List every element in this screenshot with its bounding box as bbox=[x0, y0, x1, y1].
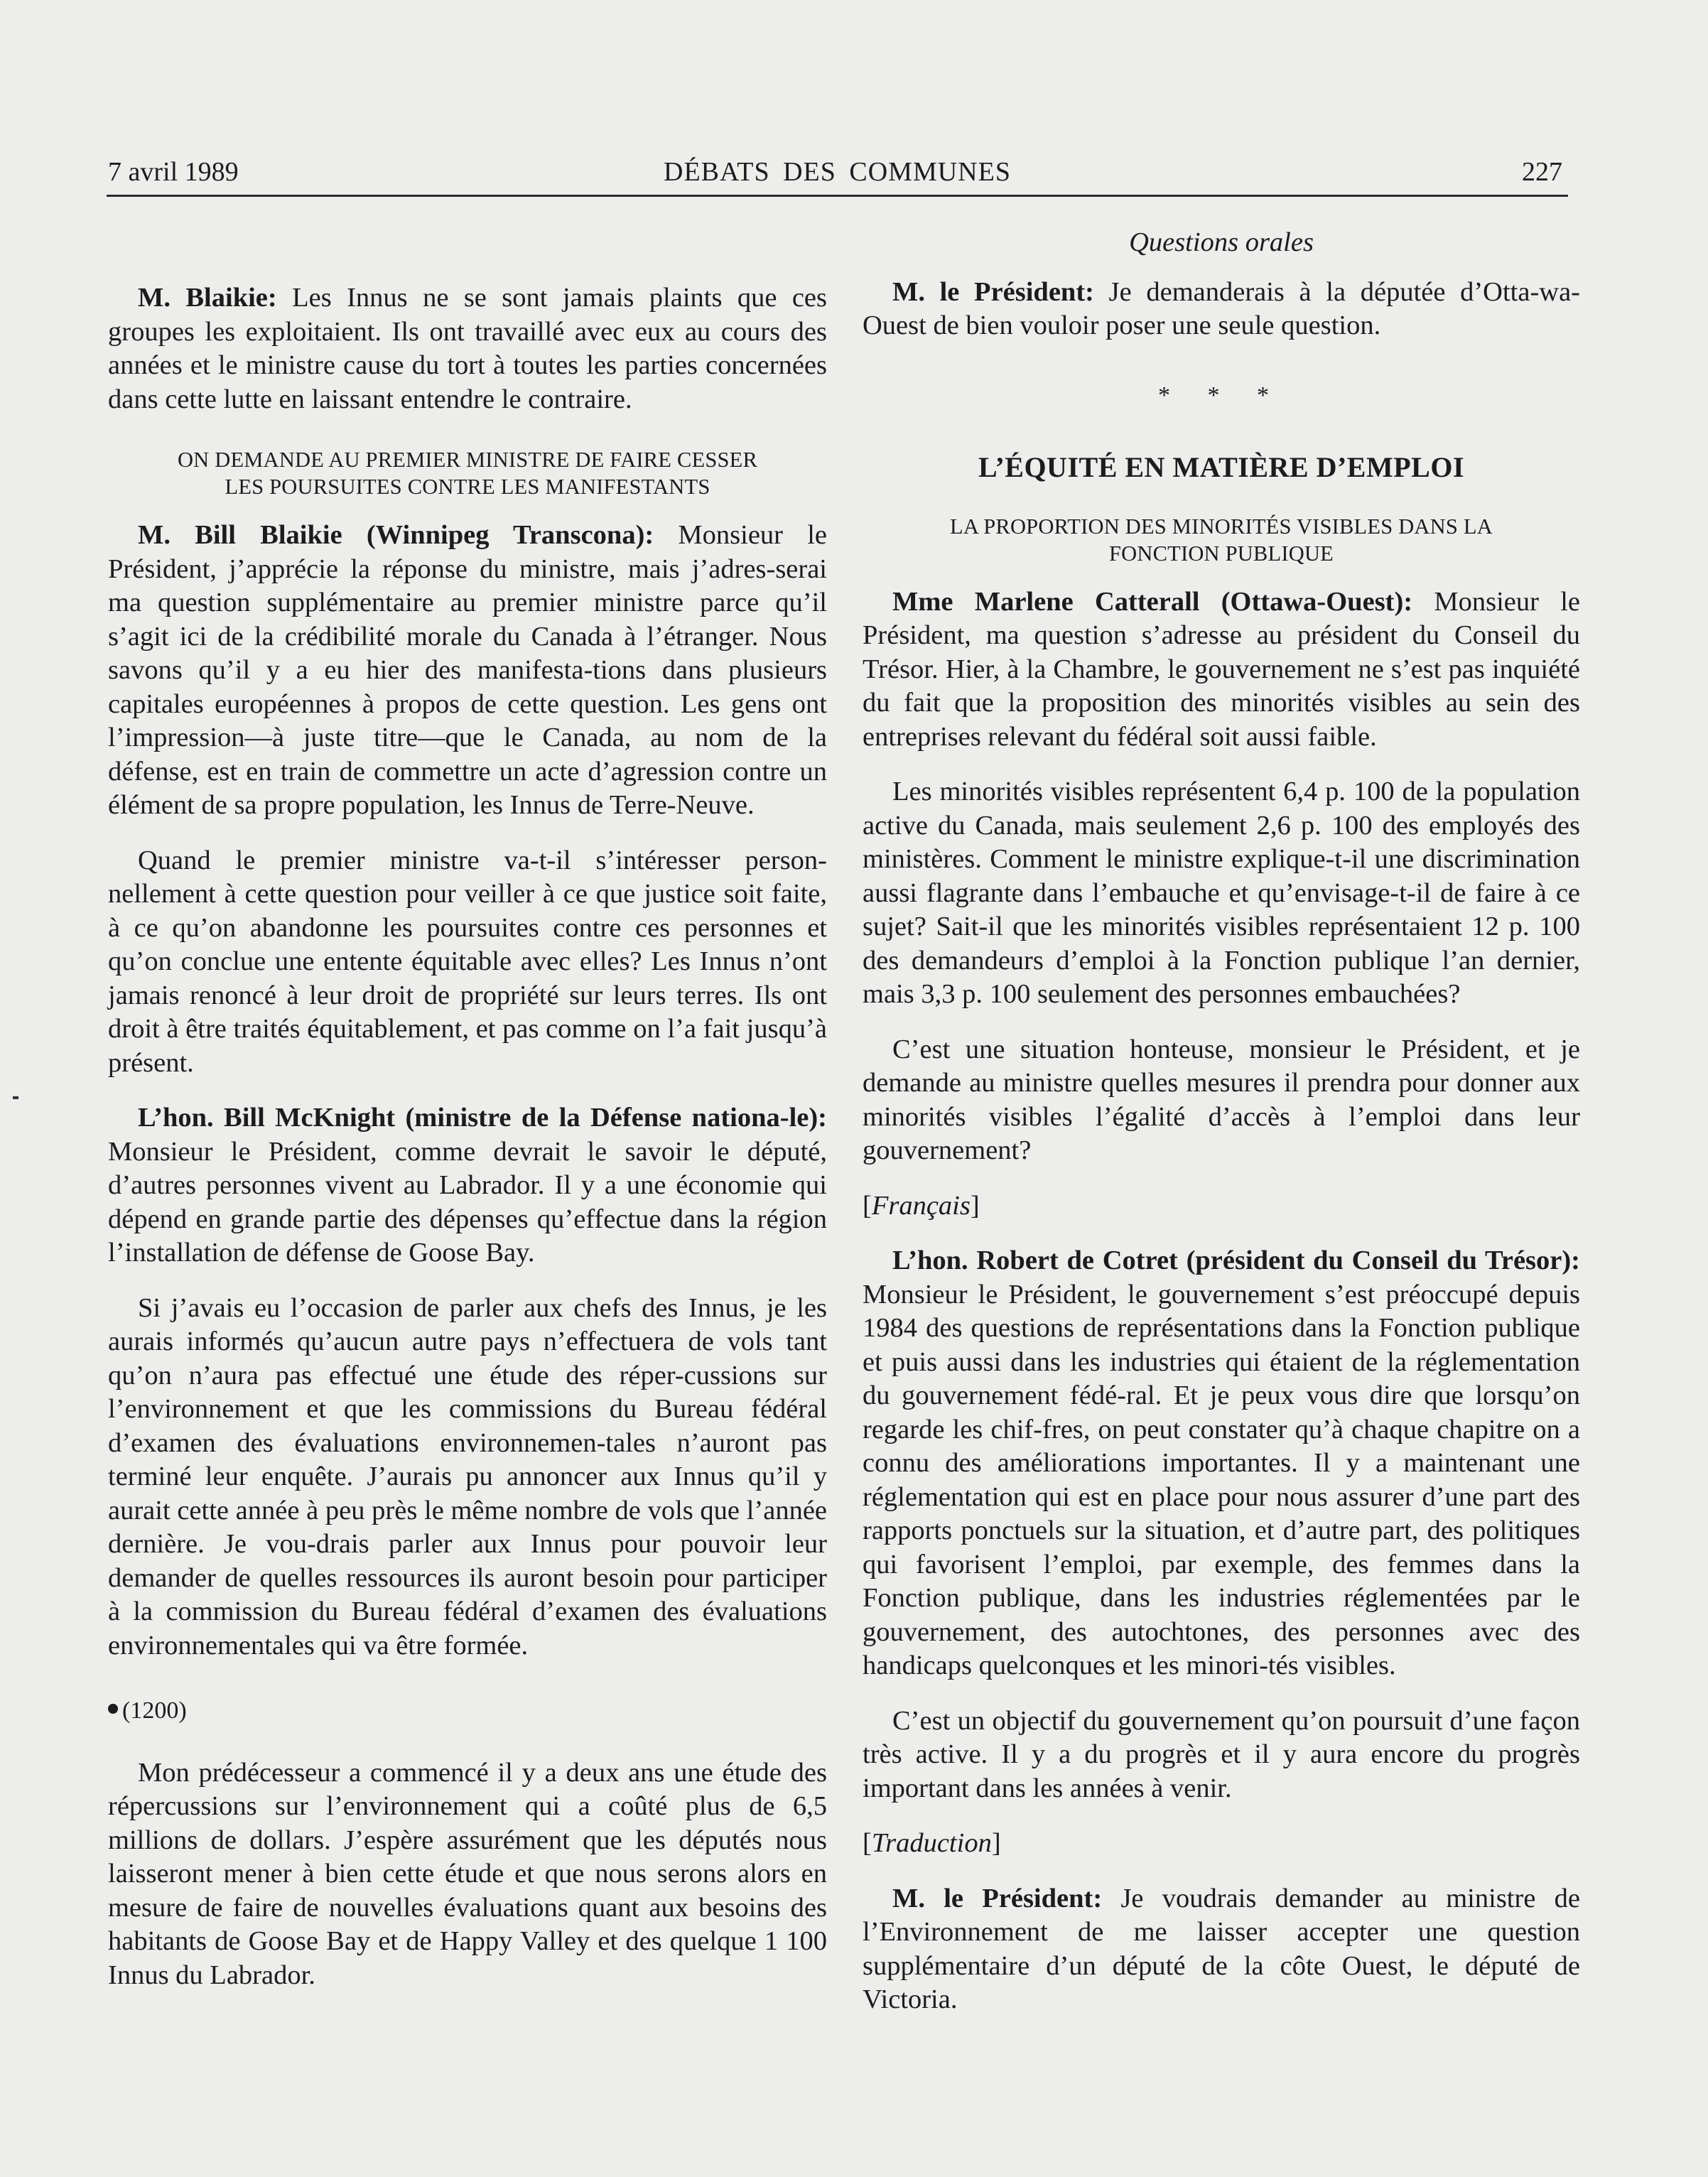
paragraph bbox=[863, 276, 1580, 343]
speech-text: Monsieur le Président, j’apprécie la réponse du ministre, mais j’adres-serai ma question supplémentaire au premier ministre parce qu’il s’agit ici de la crédibilité morale du Canada à l’étranger. Nous savons qu’il y a eu hier des manifesta-tions dans plusieurs capitales européennes à propos de cette question. Les gens ont l’impression—à juste titre—que le Canada, au nom de la défense, est en train de commettre un acte d’agression contre un élément de sa propre population, les Innus de Terre-Neuve. bbox=[108, 520, 828, 820]
speaker-name: M. le Président: bbox=[892, 276, 1094, 307]
paragraph: Quand le premier ministre va-t-il s’intéresser person-nellement à cette question pour veiller à ce que justice soit faite, à ce qu’on abandonne les poursuites contre ces personnes et qu’on conclue une entente équitable avec elles? Les Innus n’ont jamais renoncé à leur droit de propriété sur leurs terres. Ils ont droit à être traités équitablement, et pas comme on l’a fait jusqu’à présent. bbox=[108, 845, 827, 1078]
paragraph bbox=[863, 1882, 1580, 2017]
header-date: 7 avril 1989 bbox=[108, 157, 239, 187]
language-marker: [Traduction] bbox=[863, 1828, 1001, 1858]
timestamp-text: (1200) bbox=[122, 1697, 187, 1724]
paragraph: Mon prédécesseur a commencé il y a deux ans une étude des répercussions sur l’environnement qui a coûté plus de 6,5 millions de dollars. J’espère assurément que les députés nous laisseront mener à bien cette étude et que nous serons alors en mesure de faire de nouvelles évaluations quant aux besoins des habitants de Goose Bay et de Happy Valley et des quelque 1 100 Innus du Labrador. bbox=[108, 1757, 827, 1990]
subheading-line: LA PROPORTION DES MINORITÉS VISIBLES DANS LA bbox=[950, 514, 1493, 539]
language-label: Traduction bbox=[871, 1828, 992, 1858]
paragraph bbox=[108, 1101, 827, 1270]
page-number: 227 bbox=[1522, 157, 1562, 187]
paragraph: C’est un objectif du gouvernement qu’on poursuit d’une façon très active. Il y a du progrès et il y aura encore du progrès important dans les années à venir. bbox=[863, 1705, 1580, 1803]
speech-text: Je demanderais à la députée d’Otta-wa-Ouest de bien vouloir poser une seule question. bbox=[863, 276, 1580, 340]
paragraph bbox=[108, 519, 827, 823]
left-column bbox=[108, 281, 827, 1992]
paragraph: Les minorités visibles représentent 6,4 p. 100 de la population active du Canada, mais seulement 2,6 p. 100 des employés des ministères. Comment le ministre explique-t-il une discrimination aussi flagrante dans l’embauche et qu’envisage-t-il de faire à ce sujet? Sait-il que les minorités visibles représentaient 12 p. 100 des demandeurs d’emploi à la Fonction publique l’an dernier, mais 3,3 p. 100 seulement des personnes embauchées? bbox=[863, 777, 1580, 1009]
margin-mark bbox=[13, 1096, 18, 1099]
separator: * * * bbox=[1158, 382, 1285, 409]
subheading-line: LES POURSUITES CONTRE LES MANIFESTANTS bbox=[225, 475, 710, 499]
paragraph: Si j’avais eu l’occasion de parler aux chefs des Innus, je les aurais informés qu’aucun autre pays n’effectuera de vols tant qu’on n’aura pas effectué une étude des réper-cussions sur l’environnement et que les commissions du Bureau fédéral d’examen des évaluations environnemen-tales n’auront pas terminé leur enquête. J’aurais pu annoncer aux Innus qu’il y aurait cette année à peu près le même nombre de vols que l’année dernière. Je vou-drais parler aux Innus pour pouvoir leur demander de quelles ressources ils auront besoin pour participer à la commission du Bureau fédéral d’examen des évaluations environnementales qui va être formée. bbox=[108, 1292, 827, 1660]
subheading bbox=[108, 446, 827, 500]
subheading-line: ON DEMANDE AU PREMIER MINISTRE DE FAIRE CESSER bbox=[177, 448, 758, 472]
header-title: DÉBATS DES COMMUNES bbox=[664, 157, 1011, 187]
bullet-icon bbox=[108, 1704, 118, 1714]
speech-text: Monsieur le Président, ma question s’adresse au président du Conseil du Trésor. Hier, à la Chambre, le gouvernement ne s’est pas inquiété du fait que la proposition des minorités visibles au sein des entreprises relevant du fédéral soit aussi faible. bbox=[863, 586, 1580, 752]
speech-text: Monsieur le Président, comme devrait le savoir le député, d’autres personnes vivent au Labrador. Il y a une économie qui dépend en grande partie des dépenses qu’effectue dans la région l’installation de défense de Goose Bay. bbox=[108, 1136, 827, 1268]
paragraph bbox=[863, 585, 1580, 755]
running-head: Questions orales bbox=[1129, 227, 1314, 257]
paragraph bbox=[108, 281, 827, 416]
speaker-name: L’hon. Bill McKnight (ministre de la Défense nationa-le): bbox=[138, 1103, 827, 1133]
speaker-name: Mme Marlene Catterall (Ottawa-Ouest): bbox=[892, 586, 1413, 617]
section-title: L’ÉQUITÉ EN MATIÈRE D’EMPLOI bbox=[978, 451, 1465, 483]
speaker-name: L’hon. Robert de Cotret (président du Conseil du Trésor): bbox=[892, 1246, 1580, 1275]
timestamp bbox=[108, 1694, 827, 1728]
page-header bbox=[107, 155, 1568, 197]
subheading bbox=[863, 513, 1580, 567]
paragraph: C’est une situation honteuse, monsieur le Président, et je demande au ministre quelles mesures il prendra pour donner aux minorités visibles l’égalité d’accès à l’emploi dans leur gouvernement? bbox=[863, 1034, 1580, 1165]
subheading-line: FONCTION PUBLIQUE bbox=[1108, 541, 1334, 566]
speech-text: Monsieur le Président, le gouvernement s’est préoccupé depuis 1984 des questions de représentations dans la Fonction publique et puis aussi dans les industries qui étaient de la réglementation du gouvernement fédé-ral. Et je peux vous dire que lorsqu’on regarde les chif-fres, on peut constater qu’à chaque chapitre on a connu des améliorations importantes. Il y a maintenant une réglementation qui est en place pour nous assurer d’une part des rapports ponctuels sur la situation, et d’autre part, des politiques qui favorisent l’emploi, par exemple, des femmes dans la Fonction publique, dans les industries réglementées par le gouvernement, des autochtones, des personnes avec des handicaps quelconques et les minori-tés visibles. bbox=[863, 1279, 1580, 1680]
speaker-name: M. Blaikie: bbox=[138, 283, 277, 313]
right-column bbox=[863, 226, 1580, 2017]
speech-text: Je voudrais demander au ministre de l’Environnement de me laisser accepter une question supplémentaire d’un député de la côte Ouest, le député de Victoria. bbox=[863, 1883, 1580, 2014]
language-label: Français bbox=[871, 1190, 971, 1221]
paragraph bbox=[863, 1244, 1580, 1683]
language-marker: [Français] bbox=[863, 1190, 980, 1221]
speaker-name: M. Bill Blaikie (Winnipeg Transcona): bbox=[138, 520, 654, 550]
speech-text: Les Innus ne se sont jamais plaints que ces groupes les exploitaient. Ils ont travaillé avec eux au cours des années et le ministre cause du tort à toutes les parties concernées dans cette lutte en laissant entendre le contraire. bbox=[108, 283, 827, 414]
speaker-name: M. le Président: bbox=[892, 1883, 1103, 1913]
